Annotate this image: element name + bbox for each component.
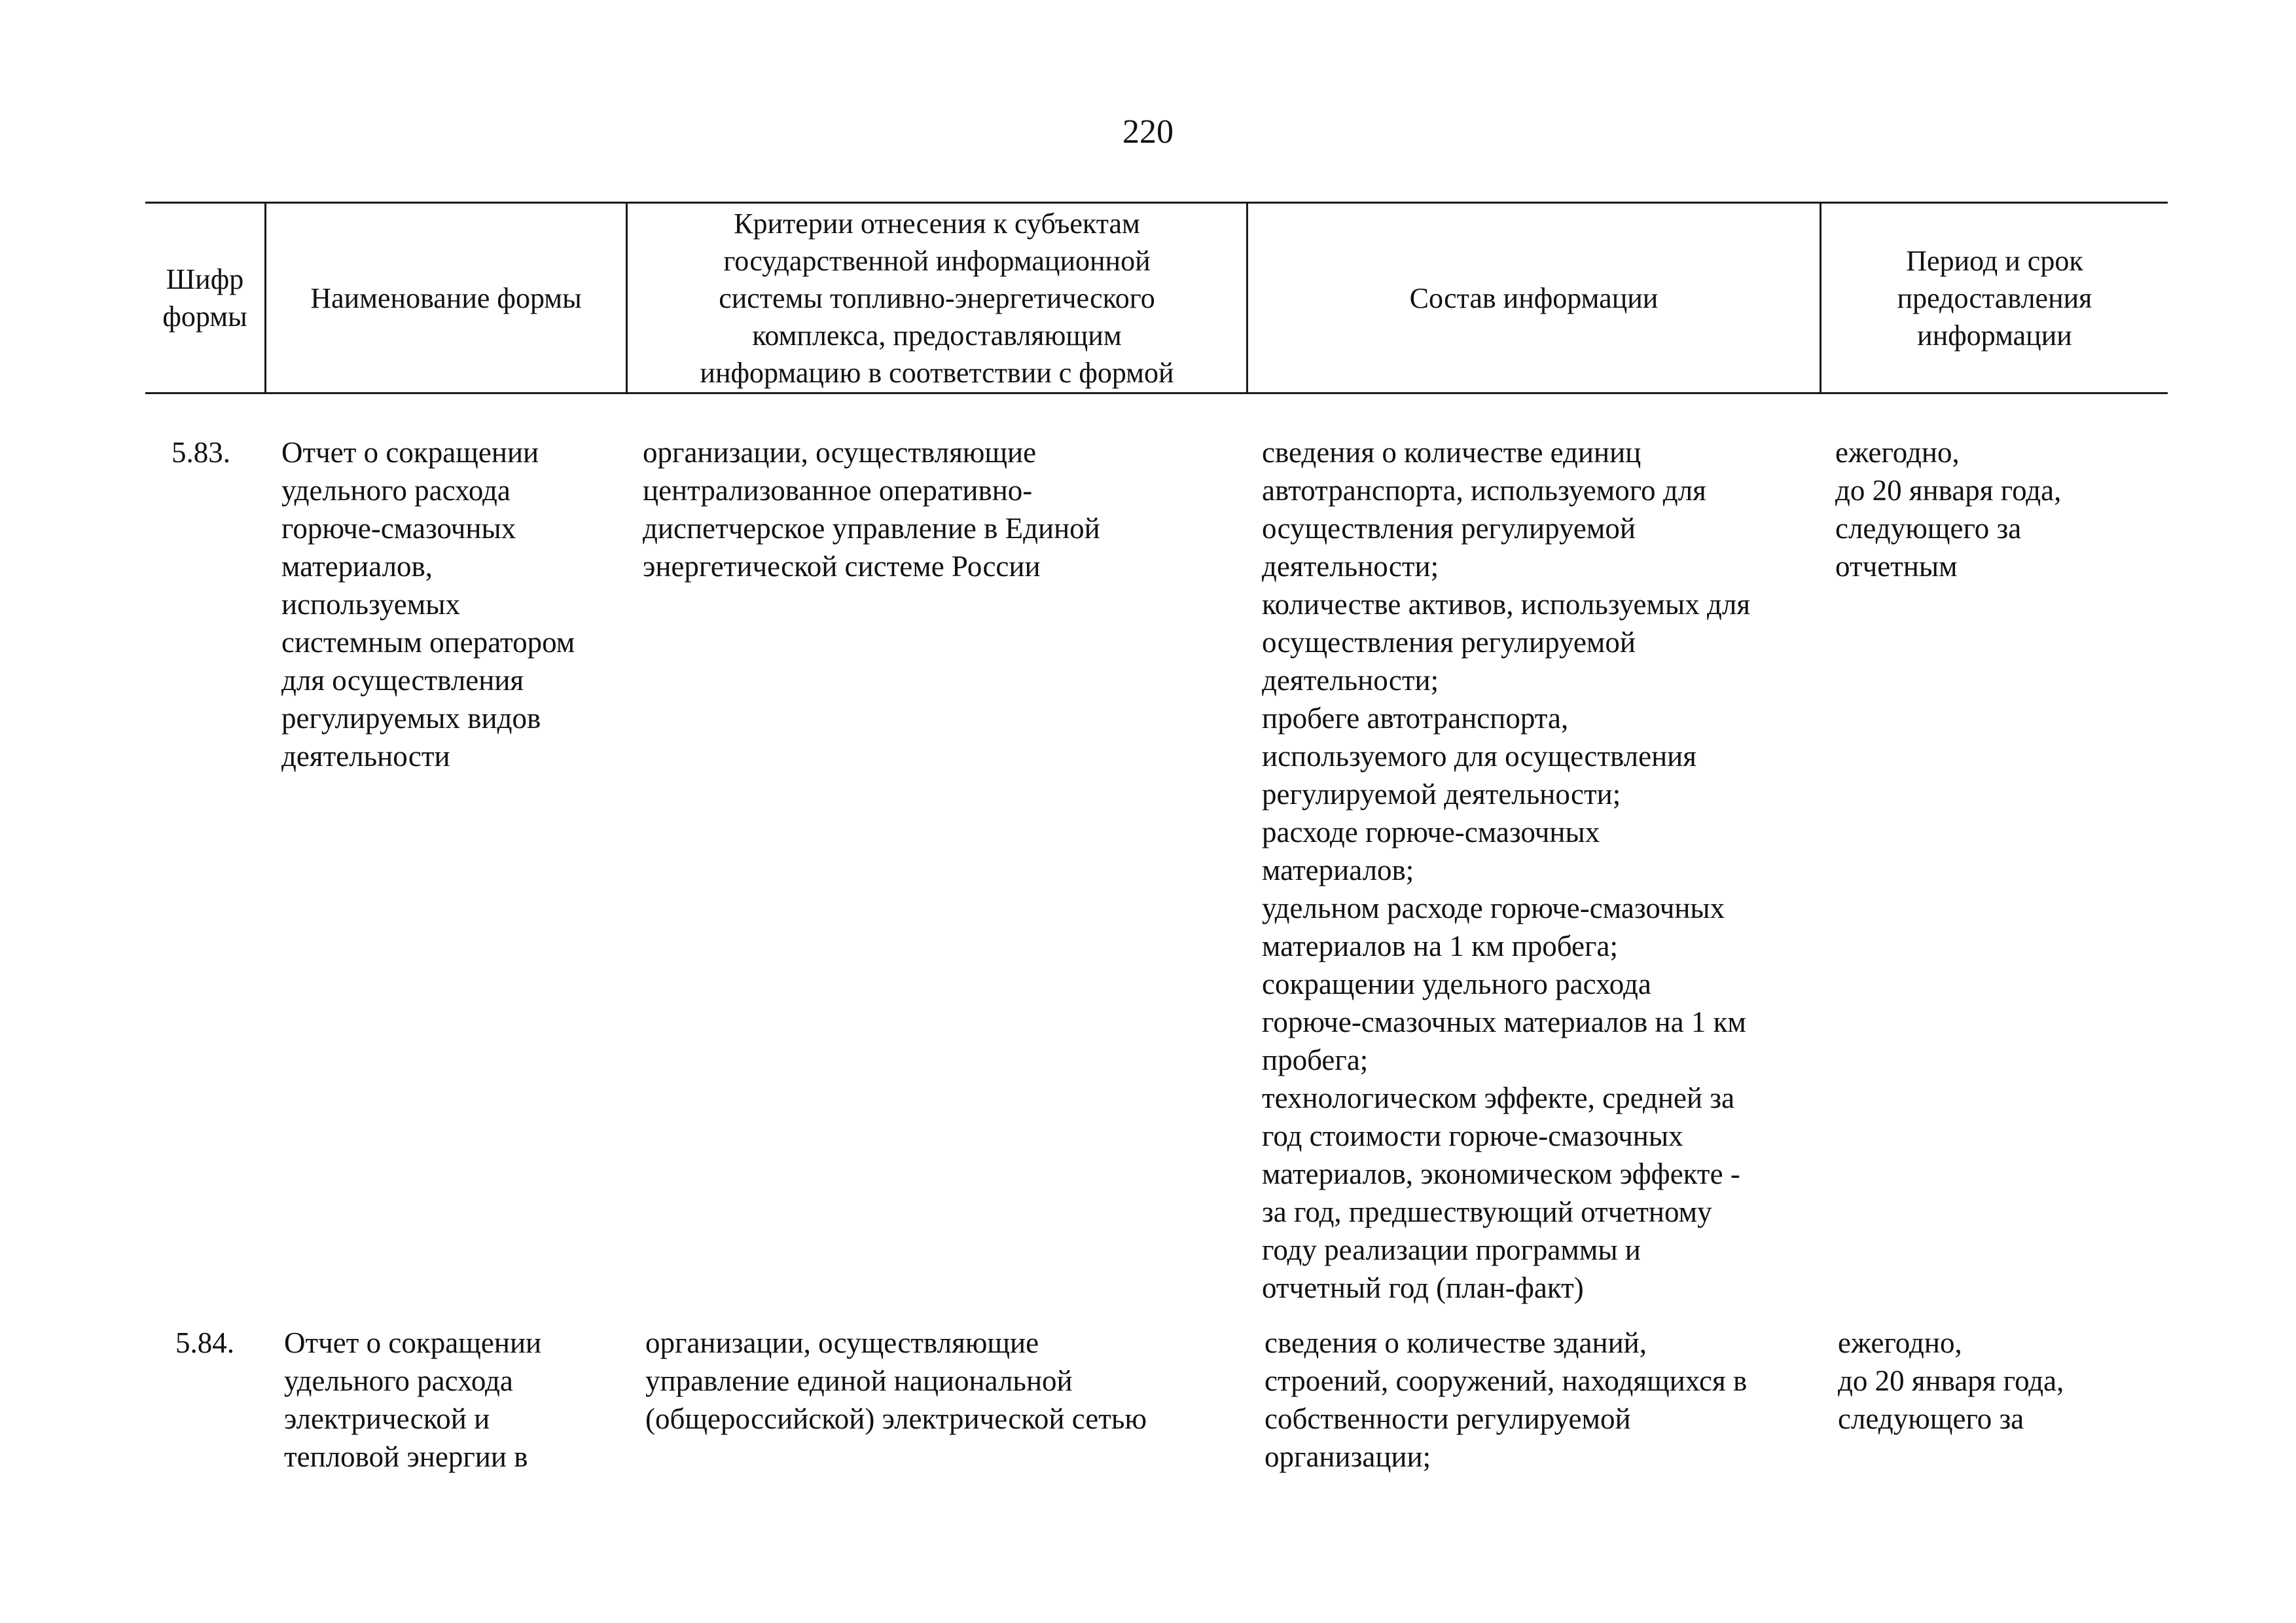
row-criteria: организации, осуществляющие управление единой национальной (общероссийской) электрической сетью	[645, 1326, 1147, 1435]
row-period: ежегодно, до 20 января года, следующего за	[1838, 1326, 2064, 1435]
header-period: Период и срок предоставления информации	[1897, 244, 2092, 352]
header-criteria: Критерии отнесения к субъектам государственной информационной системы топливно-энергетического комплекса, предоставляющим информацию в соответствии с формой	[700, 207, 1174, 389]
row-content: сведения о количестве единиц автотранспорта, используемого для осуществления регулируемой деятельности; количестве активов, используемых для осуществления регулируемой деятельности; пробеге автотранспорта, используемого для осуществления регулируемой деятельности; расходе горюче-смазочных материалов; удельном расходе горюче-смазочных материалов на 1 км пробега; сокращении удельного расхода горюче-смазочных материалов на 1 км пробега; технологическом эффекте, средней за год стоимости горюче-смазочных материалов, экономическом эффекте - за год, предшествующий отчетному году реализации программы и отчетный год (план-факт)	[1262, 436, 1751, 1304]
row-form-name: Отчет о сокращении удельного расхода горюче-смазочных материалов, используемых системным оператором для осуществления регулируемых видов деятельности	[281, 436, 575, 773]
row-period: ежегодно, до 20 января года, следующего за отчетным	[1835, 436, 2062, 583]
header-form-name: Наименование формы	[310, 282, 582, 314]
table-header-bottom-rule	[145, 392, 2168, 394]
row-code: 5.84.	[175, 1326, 234, 1359]
row-criteria: организации, осуществляющие централизованное оперативно- диспетчерское управление в Единой энергетической системе России	[643, 436, 1100, 583]
row-content: сведения о количестве зданий, строений, сооружений, находящихся в собственности регулируемой организации;	[1265, 1326, 1748, 1473]
row-form-name: Отчет о сокращении удельного расхода электрической и тепловой энергии в	[284, 1326, 542, 1473]
header-content: Состав информации	[1409, 282, 1659, 314]
header-code: Шифр формы	[162, 263, 247, 333]
page-number: 220	[1122, 113, 1174, 151]
row-code: 5.83.	[171, 436, 230, 469]
